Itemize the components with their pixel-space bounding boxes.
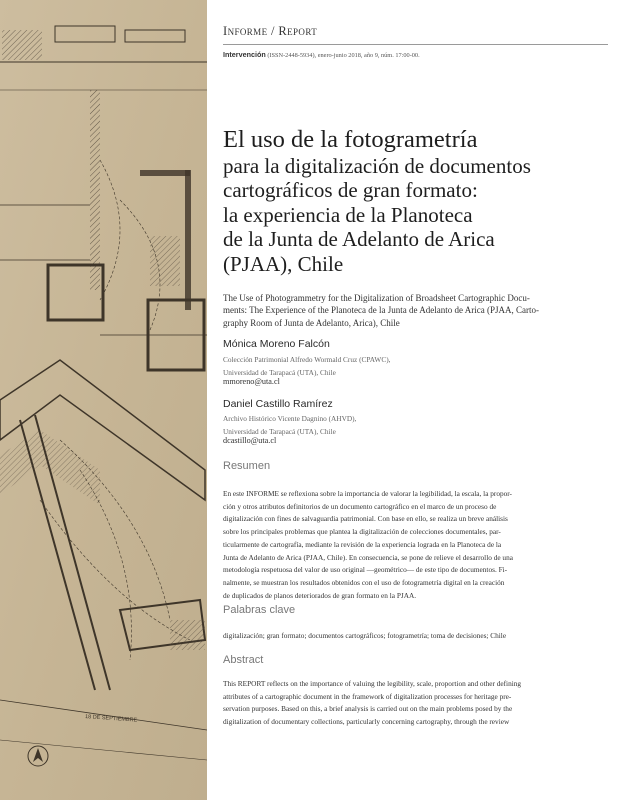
resumen-line: En este INFORME se reflexiona sobre la importancia de valorar la legibilidad, la escala, la propor- <box>223 489 512 498</box>
author-email[interactable]: dcastillo@uta.cl <box>223 436 277 445</box>
title-line: para la digitalización de documentos <box>223 153 531 178</box>
journal-info <box>223 50 608 59</box>
resumen-heading: Resumen <box>223 460 271 472</box>
palabras-clave-text: digitalización; gran formato; documentos cartográficos; fotogrametría; toma de decisiones; Chile <box>223 631 507 640</box>
resumen-line: ticularmente de cartografía, mediante la revisión de la experiencia lograda en la Planoteca de la <box>223 539 502 549</box>
title-line: El uso de la fotogrametría <box>223 126 478 153</box>
title-line: cartográficos de gran formato: <box>223 178 478 202</box>
abstract-line: servation purposes. Based on this, a brief analysis is carried out on the main problems posed by the <box>223 704 513 714</box>
article-column <box>223 0 608 800</box>
abstract-body <box>223 678 605 729</box>
resumen-line: nalmente, se muestran los resultados obtenidos con el uso de fotogrametría digital en la creación <box>223 577 505 587</box>
journal-name: Intervención <box>223 50 266 59</box>
english-title-line: ments: The Experience of the Planoteca de la Junta de Adelanto de Arica (PJAA, Carto- <box>223 305 539 316</box>
affiliation-line: Archivo Histórico Vicente Dagnino (AHVD), <box>223 414 357 423</box>
abstract-heading: Abstract <box>223 654 264 666</box>
section-label: Informe / Report <box>223 24 318 38</box>
affiliation-line: Universidad de Tarapacá (UTA), Chile <box>223 427 336 436</box>
author-email[interactable]: mmoreno@uta.cl <box>223 377 280 386</box>
resumen-line: Junta de Adelanto de Arica (PJAA, Chile). En consecuencia, se pone de relieve el desarrollo de una <box>223 552 513 562</box>
author-name: Mónica Moreno Falcón <box>223 338 330 350</box>
journal-issue: (ISSN-2448-5934), enero-junio 2018, año 9, núm. 17:00-00. <box>267 52 420 59</box>
palabras-clave-heading: Palabras clave <box>223 604 296 616</box>
title-line: de la Junta de Adelanto de Arica <box>223 227 495 251</box>
english-title-line: graphy Room of Junta de Adelanto, Arica), Chile <box>223 317 400 328</box>
resumen-line: digitalización con fines de salvaguardia patrimonial. Con base en ello, se realiza un breve análisis <box>223 514 508 524</box>
title-line: (PJAA), Chile <box>223 251 344 276</box>
architectural-plan-image <box>0 0 207 800</box>
abstract-line: digitalization of documentary collections, particularly concerning cartography, through the review <box>223 717 510 727</box>
resumen-line: sobre los principales problemas que plantea la digitalización de colecciones documentales, par- <box>223 527 501 537</box>
author-name: Daniel Castillo Ramírez <box>223 398 333 410</box>
resumen-body <box>223 488 605 602</box>
author-affiliation <box>223 353 390 379</box>
street-label: 18 DE SEPTIEMBRE <box>84 714 138 724</box>
resumen-line: de duplicados de planos deteriorados de gran formato en la PJAA. <box>223 590 417 600</box>
english-title <box>223 292 571 329</box>
affiliation-line: Colección Patrimonial Alfredo Wormald Cruz (CPAWC), <box>223 355 391 364</box>
abstract-line: attributes of a cartographic document in the framework of digitalization processes for heritage pre- <box>223 691 512 701</box>
abstract-line: This REPORT reflects on the importance of valuing the legibility, scale, proportion and other defining <box>223 679 522 688</box>
title-line: la experiencia de la Planoteca <box>223 202 473 227</box>
header-rule <box>223 44 608 45</box>
article-title <box>223 128 608 276</box>
resumen-line: metodología respetuosa del valor de uso original —geométrico— de este tipo de documentos. Fi- <box>223 565 508 575</box>
resumen-line: ción y otros atributos definitorios de un documento cartográfico en el marco de un proceso de <box>223 501 497 511</box>
english-title-line: The Use of Photogrammetry for the Digitalization of Broadsheet Cartographic Docu- <box>223 293 530 303</box>
affiliation-line: Universidad de Tarapacá (UTA), Chile <box>223 368 336 377</box>
author-affiliation <box>223 412 356 438</box>
